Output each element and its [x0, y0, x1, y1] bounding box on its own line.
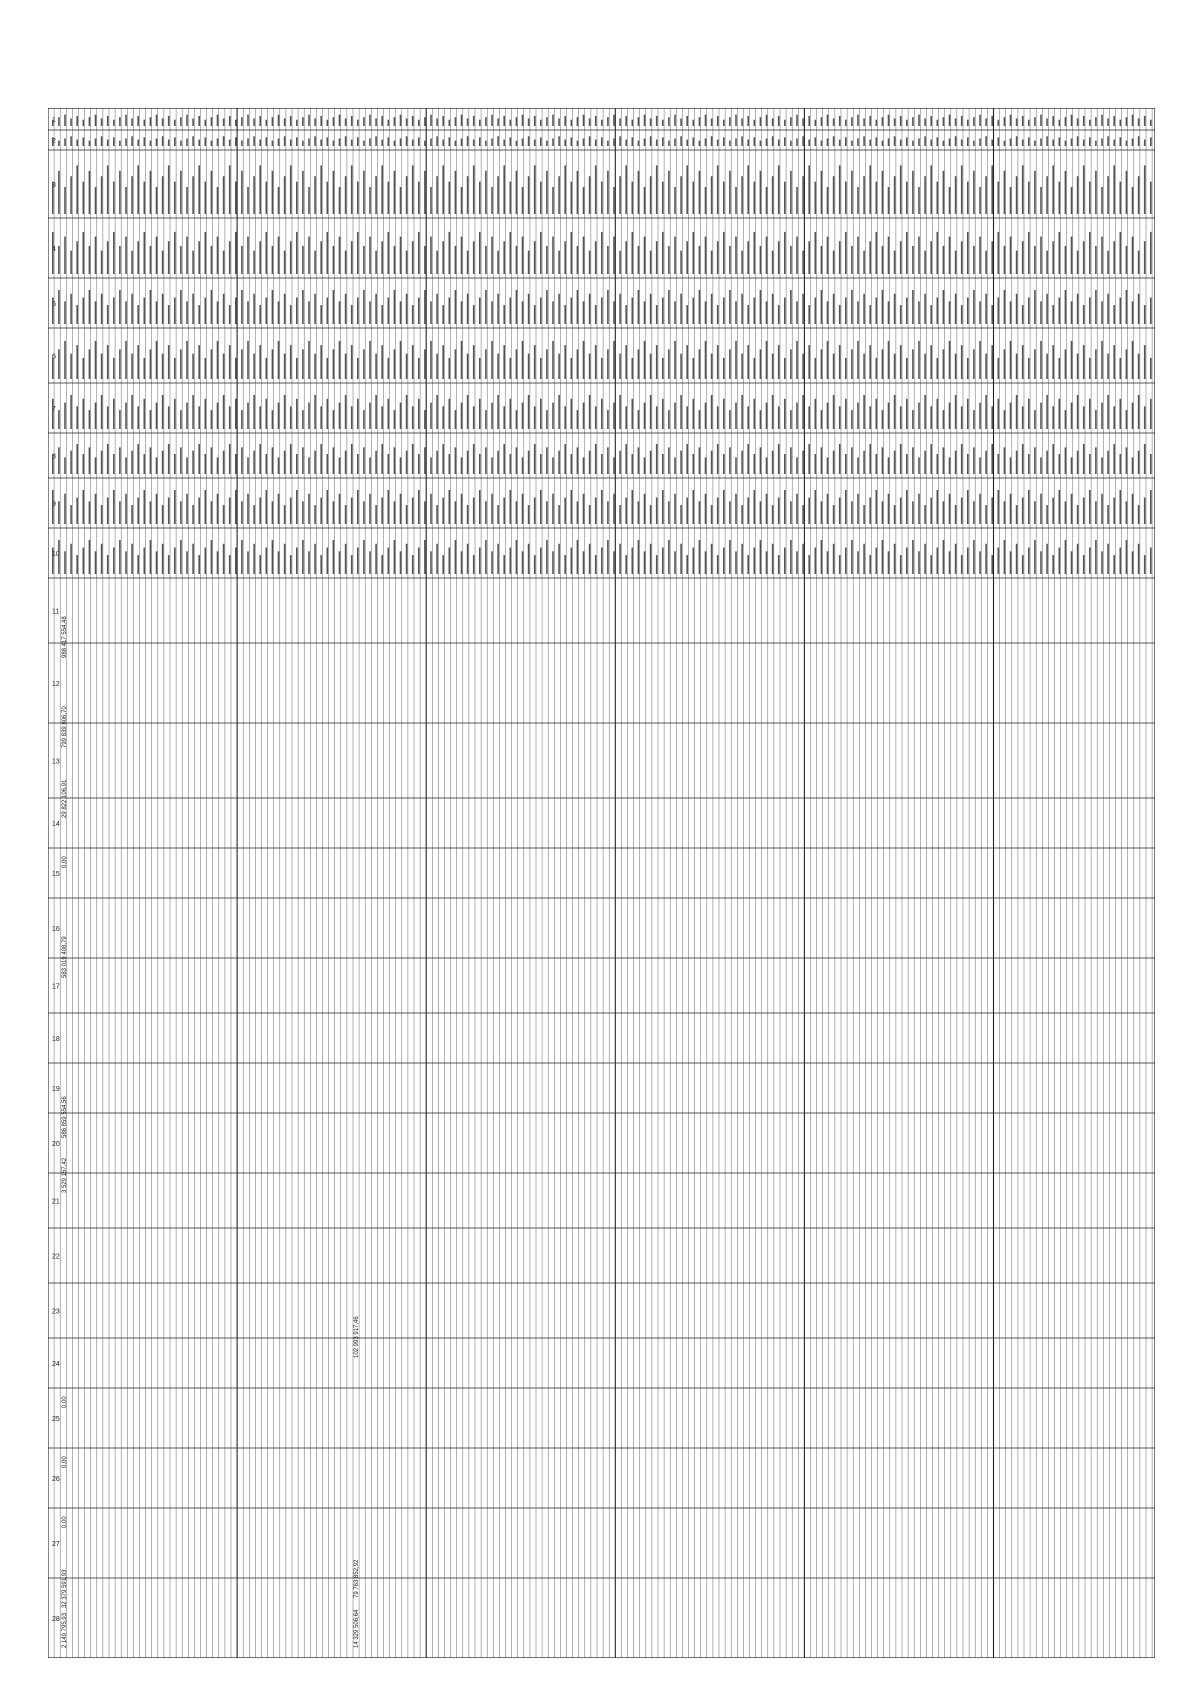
column-number-label: 20: [52, 1141, 60, 1148]
numeric-cell: 0,00: [62, 1516, 68, 1528]
column-number-label: 25: [52, 1416, 60, 1423]
column-number-label: 8: [52, 453, 56, 461]
column-number-label: 2: [52, 138, 56, 145]
numeric-cell: 799 839 806,70: [62, 706, 68, 748]
numeric-cell: 79 763 852,92: [354, 1559, 360, 1598]
column-number-label: 26: [52, 1476, 60, 1483]
column-number-label: 27: [52, 1541, 60, 1548]
column-number-label: 24: [52, 1361, 60, 1368]
numeric-cell: 583 019 408,79: [62, 936, 68, 978]
table-background: [48, 108, 1155, 1658]
numeric-cell: 0,00: [62, 1456, 68, 1468]
table-grid: [48, 108, 1155, 1658]
column-number-label: 3: [52, 182, 56, 189]
numeric-cell: 102 993 917,46: [354, 1316, 360, 1358]
column-number-label: 17: [52, 983, 60, 991]
numeric-cell: 14 329 506,64: [354, 1609, 360, 1648]
column-number-label: 9: [52, 501, 56, 508]
column-number-label: 14: [52, 821, 60, 828]
numeric-cell: 0,00: [62, 856, 68, 868]
numeric-cell: 0,00: [62, 1396, 68, 1408]
column-number-label: 19: [52, 1086, 60, 1093]
column-number-label: 13: [52, 758, 60, 766]
column-number-label: 23: [52, 1308, 60, 1316]
numeric-cell: 2 149 795,93: [62, 1612, 68, 1648]
column-number-label: 4: [52, 246, 56, 253]
numeric-cell: 32 379 591,93: [62, 1569, 68, 1608]
column-number-label: 16: [52, 926, 60, 933]
column-number-label: 15: [52, 871, 60, 878]
numeric-cell: 3 529 157,42: [62, 1157, 68, 1193]
column-number-label: 18: [52, 1036, 60, 1043]
rotated-register-table: [48, 108, 1155, 1658]
column-number-label: 22: [52, 1253, 60, 1261]
numeric-cell: 29 822 106,91: [62, 779, 68, 818]
numeric-cell: 586 859 554,56: [62, 1096, 68, 1138]
column-number-label: 5: [52, 301, 56, 308]
column-number-label: 10: [52, 551, 60, 558]
column-number-label: 7: [52, 406, 56, 413]
column-number-label: 11: [52, 608, 60, 616]
column-number-label: 12: [52, 681, 60, 688]
numeric-cell: 988 417 554,48: [62, 616, 68, 658]
column-number-label: 21: [52, 1198, 60, 1206]
column-number-label: 6: [52, 353, 56, 361]
column-number-label: 1: [52, 117, 56, 124]
column-number-label: 28: [52, 1616, 60, 1623]
